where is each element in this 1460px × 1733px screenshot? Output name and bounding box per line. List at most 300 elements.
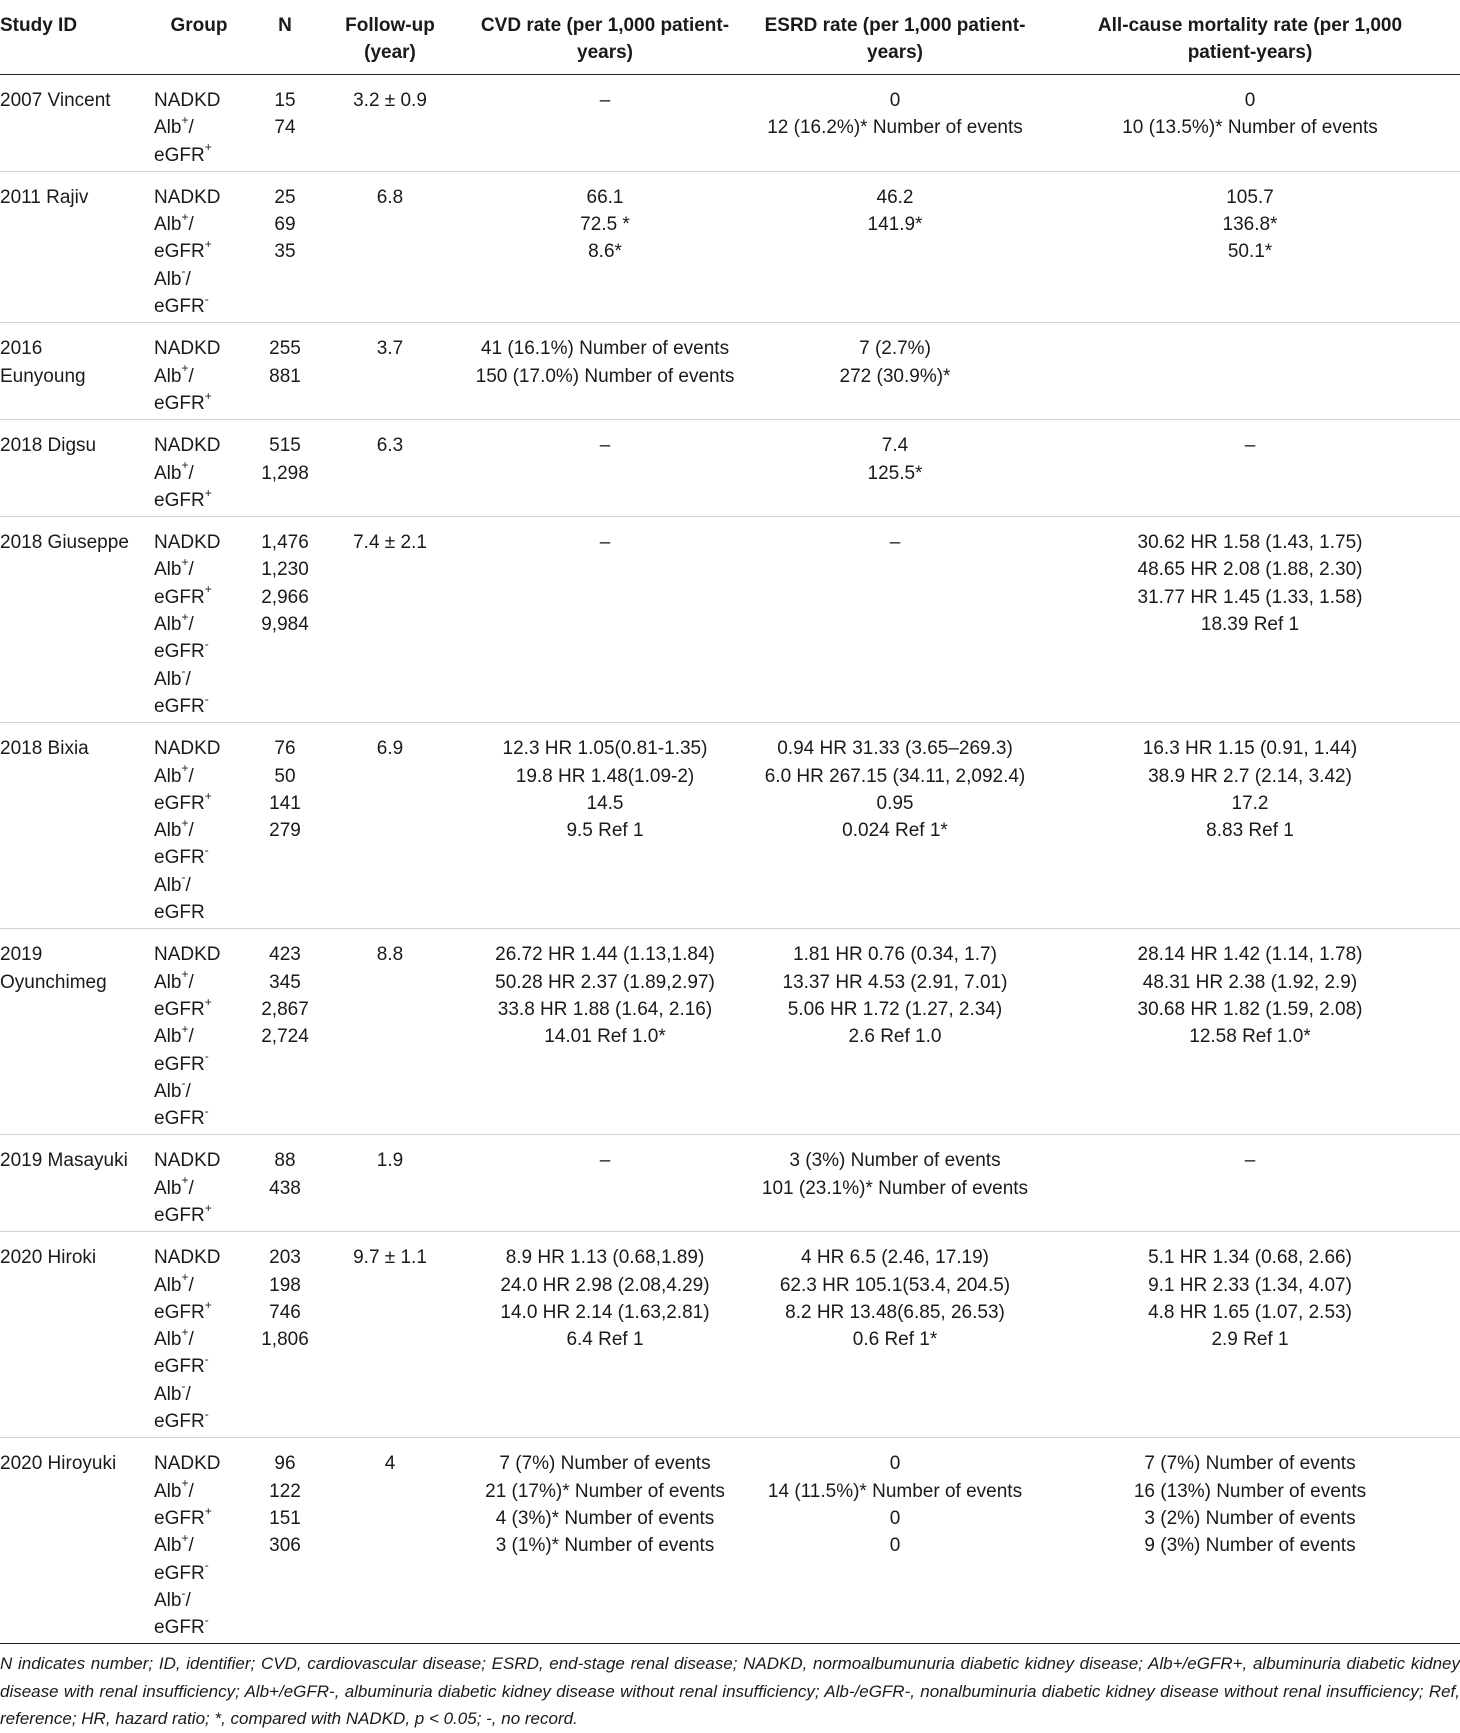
study-id-cell <box>0 517 148 723</box>
cell-line: 13.37 HR 4.53 (2.91, 7.01) <box>782 971 1008 993</box>
mortality-rate-cell <box>1040 323 1460 420</box>
group-cell <box>148 929 250 1135</box>
group-label <box>148 996 250 1023</box>
cell-line: 8.83 Ref 1 <box>1206 820 1294 842</box>
superscript-sign: - <box>181 870 186 885</box>
group-text: / <box>188 1535 194 1557</box>
group-text: / <box>188 1177 194 1199</box>
cell-line: 9.1 HR 2.33 (1.34, 4.07) <box>1148 1274 1352 1296</box>
group-label <box>148 1147 250 1174</box>
group-label <box>148 1051 250 1078</box>
cell-line: 4 (3%)* Number of events <box>495 1507 715 1529</box>
group-text: / <box>188 971 194 993</box>
group-text: Alb <box>154 1589 182 1611</box>
superscript-sign: - <box>204 843 209 858</box>
superscript-sign: - <box>204 1049 209 1064</box>
study-id-cell <box>0 1232 148 1438</box>
superscript-sign: - <box>181 664 186 679</box>
group-label <box>148 87 250 114</box>
group-label <box>148 844 250 871</box>
cell-line: 0 <box>889 1453 901 1475</box>
group-text: eGFR <box>154 1507 205 1529</box>
superscript-sign: + <box>181 1324 189 1339</box>
group-text: / <box>188 820 194 842</box>
header-study-id: Study ID <box>0 0 148 75</box>
superscript-sign: + <box>204 582 212 597</box>
cell-line: 2018 Bixia <box>0 738 89 760</box>
group-label <box>148 266 250 293</box>
cell-line: 33.8 HR 1.88 (1.64, 2.16) <box>497 998 713 1020</box>
cell-line: 125.5* <box>867 462 923 484</box>
table-row <box>0 171 1460 322</box>
cell-line: 4 HR 6.5 (2.46, 17.19) <box>801 1247 989 1269</box>
followup-cell <box>320 723 460 929</box>
cell-line: – <box>599 90 611 111</box>
cell-line: 8.8 <box>376 944 404 966</box>
superscript-sign: + <box>181 1173 189 1188</box>
cell-line: 2,966 <box>261 586 309 608</box>
group-label <box>148 1202 250 1229</box>
group-text: / <box>185 1589 191 1611</box>
cell-line: 50 <box>274 765 296 787</box>
cell-line: 7 (2.7%) <box>859 338 931 360</box>
cell-line: – <box>889 532 901 554</box>
group-text: eGFR <box>154 144 205 166</box>
cell-line: 62.3 HR 105.1(53.4, 204.5) <box>779 1274 1011 1296</box>
cell-line: 24.0 HR 2.98 (2.08,4.29) <box>500 1274 710 1296</box>
group-text: eGFR <box>154 296 205 318</box>
cell-line: 9.5 Ref 1 <box>566 820 644 842</box>
cell-line: 1.9 <box>376 1150 404 1172</box>
group-cell <box>148 1232 250 1438</box>
group-text: NADKD <box>154 1453 221 1475</box>
superscript-sign: - <box>204 1103 209 1118</box>
group-text: NADKD <box>154 186 221 208</box>
superscript-sign: - <box>204 291 209 306</box>
followup-cell <box>320 171 460 322</box>
group-text: / <box>185 668 191 690</box>
cell-line: 7 (7%) Number of events <box>499 1453 711 1475</box>
group-cell <box>148 75 250 172</box>
superscript-sign: + <box>204 1200 212 1215</box>
cell-line: 1,298 <box>261 462 309 484</box>
group-label <box>148 1505 250 1532</box>
group-text: NADKD <box>154 338 221 360</box>
group-label <box>148 1614 250 1641</box>
cell-line: 2019 Masayuki <box>0 1150 128 1172</box>
cell-line: 48.65 HR 2.08 (1.88, 2.30) <box>1137 559 1363 581</box>
cell-line: 19.8 HR 1.48(1.09-2) <box>515 765 695 787</box>
group-label <box>148 293 250 320</box>
group-label <box>148 335 250 362</box>
cell-line: 12.58 Ref 1.0* <box>1189 1026 1311 1048</box>
table-row <box>0 420 1460 517</box>
header-group: Group <box>148 0 250 75</box>
superscript-sign: + <box>181 209 189 224</box>
group-cell <box>148 323 250 420</box>
group-label <box>148 363 250 390</box>
cell-line: 881 <box>269 365 301 387</box>
superscript-sign: - <box>204 1352 209 1367</box>
group-cell <box>148 420 250 517</box>
cell-line: 14.5 <box>586 792 624 814</box>
group-text: Alb <box>154 462 182 484</box>
cell-line: 8.2 HR 13.48(6.85, 26.53) <box>785 1301 1005 1323</box>
cvd-rate-cell <box>460 323 750 420</box>
group-label <box>148 941 250 968</box>
group-label <box>148 1560 250 1587</box>
group-label <box>148 638 250 665</box>
cell-line: 3 (3%) Number of events <box>789 1150 1001 1172</box>
cell-line: 5.06 HR 1.72 (1.27, 2.34) <box>787 998 1003 1020</box>
n-cell <box>250 323 320 420</box>
group-text: NADKD <box>154 1150 221 1172</box>
group-text: / <box>188 214 194 236</box>
group-text: eGFR <box>154 847 205 869</box>
group-text: / <box>188 765 194 787</box>
group-label <box>148 1450 250 1477</box>
table-row <box>0 75 1460 172</box>
superscript-sign: + <box>181 555 189 570</box>
cell-line: 2018 Digsu <box>0 435 97 457</box>
cell-line: Oyunchimeg <box>0 971 107 993</box>
header-esrd-rate: ESRD rate (per 1,000 patient- years) <box>750 0 1040 75</box>
cell-line: 41 (16.1%) Number of events <box>480 338 730 360</box>
cell-line: 76 <box>274 738 296 760</box>
cell-line: 16.3 HR 1.15 (0.91, 1.44) <box>1142 738 1358 760</box>
group-text: Alb <box>154 820 182 842</box>
superscript-sign: + <box>181 609 189 624</box>
cvd-rate-cell <box>460 75 750 172</box>
table-row <box>0 1438 1460 1644</box>
cell-line: 10 (13.5%)* Number of events <box>1122 117 1378 139</box>
group-text: / <box>185 874 191 896</box>
group-text: Alb <box>154 1080 182 1102</box>
n-cell <box>250 1135 320 1232</box>
cell-line: 6.9 <box>376 738 404 760</box>
group-text: eGFR <box>154 241 205 263</box>
mortality-rate-cell <box>1040 75 1460 172</box>
mortality-rate-cell <box>1040 929 1460 1135</box>
group-text: eGFR <box>154 586 205 608</box>
superscript-sign: + <box>181 1021 189 1036</box>
cell-line: 17.2 <box>1231 792 1269 814</box>
cell-line: 141 <box>269 792 301 814</box>
cell-line: 50.28 HR 2.37 (1.89,2.97) <box>495 971 715 993</box>
superscript-sign: - <box>181 1585 186 1600</box>
superscript-sign: + <box>181 1530 189 1545</box>
group-label <box>148 1244 250 1271</box>
mortality-rate-cell <box>1040 420 1460 517</box>
followup-cell <box>320 75 460 172</box>
group-text: eGFR <box>154 998 205 1020</box>
group-label <box>148 763 250 790</box>
cell-line: 0 <box>889 90 901 111</box>
cell-line: 1,476 <box>261 532 309 554</box>
n-cell <box>250 1232 320 1438</box>
table-footnote: N indicates number; ID, identifier; CVD, cardiovascular disease; ESRD, end-stage renal disease; NADKD, normoalbumunuria diabetic kidney disease; Alb+/eGFR+, albuminuria diabetic kidney disease with renal insufficiency; Alb+/eGFR-, albuminuria diabetic kidney disease without renal insufficiency; Alb-/eGFR-, nonalbuminuria diabetic kidney disease without renal insufficiency; Ref, reference; HR, hazard ratio; *, compared with NADKD, p < 0.05; -, no record. <box>0 1654 1460 1729</box>
group-text: eGFR <box>154 392 205 414</box>
cell-line: 35 <box>274 241 296 263</box>
group-label <box>148 390 250 417</box>
table-row <box>0 517 1460 723</box>
superscript-sign: + <box>181 967 189 982</box>
superscript-sign: - <box>204 691 209 706</box>
superscript-sign: + <box>204 485 212 500</box>
cell-line: 6.8 <box>376 186 404 208</box>
study-id-cell <box>0 929 148 1135</box>
cell-line: 4 <box>384 1453 396 1475</box>
table-row <box>0 1135 1460 1232</box>
cell-line: 7.4 ± 2.1 <box>353 532 427 554</box>
cell-line: – <box>599 532 611 554</box>
cell-line: 6.3 <box>376 435 404 457</box>
group-text: / <box>188 365 194 387</box>
group-text: Alb <box>154 1026 182 1048</box>
cell-line: 21 (17%)* Number of events <box>485 1480 725 1502</box>
group-label <box>148 584 250 611</box>
cell-line: 8.9 HR 1.13 (0.68,1.89) <box>505 1247 705 1269</box>
header-cvd-rate: CVD rate (per 1,000 patient- years) <box>460 0 750 75</box>
mortality-rate-cell <box>1040 517 1460 723</box>
cell-line: – <box>1244 435 1256 457</box>
n-cell <box>250 929 320 1135</box>
group-text: / <box>185 1383 191 1405</box>
cell-line: 746 <box>269 1301 301 1323</box>
group-text: eGFR <box>154 641 205 663</box>
cell-line: 0 <box>889 1507 901 1529</box>
group-label <box>148 1299 250 1326</box>
superscript-sign: + <box>181 458 189 473</box>
cell-line: 7 (7%) Number of events <box>1144 1453 1356 1475</box>
group-text: NADKD <box>154 532 221 554</box>
group-label <box>148 1105 250 1132</box>
cell-line: 0 <box>889 1535 901 1557</box>
cell-line: 2,867 <box>261 998 309 1020</box>
superscript-sign: - <box>204 637 209 652</box>
cell-line: 1,230 <box>261 559 309 581</box>
cell-line: 25 <box>274 186 296 208</box>
group-label <box>148 1353 250 1380</box>
cell-line: 198 <box>269 1274 301 1296</box>
n-cell <box>250 420 320 517</box>
study-id-cell <box>0 1135 148 1232</box>
table-row <box>0 723 1460 929</box>
cell-line: 14.01 Ref 1.0* <box>544 1026 666 1048</box>
group-text: eGFR <box>154 1356 205 1378</box>
group-label <box>148 529 250 556</box>
group-label <box>148 1381 250 1408</box>
followup-cell <box>320 323 460 420</box>
cell-line: 74 <box>274 117 296 139</box>
superscript-sign: + <box>204 1297 212 1312</box>
table-row <box>0 323 1460 420</box>
group-text: NADKD <box>154 435 221 457</box>
n-cell <box>250 75 320 172</box>
cell-line: 28.14 HR 1.42 (1.14, 1.78) <box>1137 944 1363 966</box>
group-cell <box>148 517 250 723</box>
table-header <box>0 0 1460 75</box>
cell-line: 9 (3%) Number of events <box>1144 1535 1356 1557</box>
followup-cell <box>320 1438 460 1644</box>
cell-line: – <box>599 1150 611 1172</box>
superscript-sign: - <box>204 1558 209 1573</box>
group-text: eGFR <box>154 1053 205 1075</box>
superscript-sign: + <box>181 1476 189 1491</box>
group-label <box>148 1532 250 1559</box>
group-text: Alb <box>154 1383 182 1405</box>
group-text: / <box>188 1274 194 1296</box>
group-label <box>148 184 250 211</box>
superscript-sign: + <box>181 815 189 830</box>
group-label <box>148 872 250 899</box>
group-text: Alb <box>154 668 182 690</box>
group-text: eGFR <box>154 489 205 511</box>
cell-line: 7.4 <box>881 435 909 457</box>
esrd-rate-cell <box>750 723 1040 929</box>
group-label <box>148 487 250 514</box>
cell-line: 0 <box>1244 90 1256 111</box>
cell-line: 2.6 Ref 1.0 <box>848 1026 942 1048</box>
group-label <box>148 142 250 169</box>
group-text: eGFR <box>154 792 205 814</box>
group-text: Alb <box>154 268 182 290</box>
group-text: eGFR <box>154 1562 205 1584</box>
cell-line: 105.7 <box>1226 186 1274 208</box>
cvd-rate-cell <box>460 420 750 517</box>
esrd-rate-cell <box>750 517 1040 723</box>
group-text: Alb <box>154 1177 182 1199</box>
group-label <box>148 1408 250 1435</box>
group-label <box>148 1587 250 1614</box>
cell-line: 0.6 Ref 1* <box>852 1329 938 1351</box>
cell-line: 2018 Giuseppe <box>0 532 129 554</box>
group-label <box>148 1078 250 1105</box>
group-label <box>148 790 250 817</box>
table-row <box>0 1232 1460 1438</box>
cell-line: 2020 Hiroki <box>0 1247 97 1269</box>
cell-line: 12.3 HR 1.05(0.81-1.35) <box>502 738 708 760</box>
cell-line: 16 (13%) Number of events <box>1133 1480 1367 1502</box>
group-text: Alb <box>154 1480 182 1502</box>
group-text: / <box>185 1080 191 1102</box>
cell-line: 122 <box>269 1480 301 1502</box>
cell-line: 2019 <box>0 944 43 966</box>
esrd-rate-cell <box>750 1438 1040 1644</box>
superscript-sign: + <box>181 361 189 376</box>
esrd-rate-cell <box>750 75 1040 172</box>
group-text: Alb <box>154 214 182 236</box>
group-text: eGFR <box>154 1301 205 1323</box>
cell-line: 438 <box>269 1177 301 1199</box>
followup-cell <box>320 517 460 723</box>
superscript-sign: + <box>204 140 212 155</box>
cell-line: 0.024 Ref 1* <box>842 820 948 842</box>
cell-line: 8.6* <box>588 241 622 263</box>
group-text: NADKD <box>154 738 221 760</box>
group-text: eGFR <box>154 1411 205 1433</box>
group-label <box>148 1175 250 1202</box>
group-text: eGFR <box>154 1204 205 1226</box>
table-body <box>0 75 1460 1644</box>
group-label <box>148 693 250 720</box>
study-id-cell <box>0 323 148 420</box>
cell-line: 14 (11.5%)* Number of events <box>767 1480 1023 1502</box>
cell-line: 30.68 HR 1.82 (1.59, 2.08) <box>1137 998 1363 1020</box>
mortality-rate-cell <box>1040 171 1460 322</box>
group-text: / <box>188 462 194 484</box>
cell-line: 31.77 HR 1.45 (1.33, 1.58) <box>1137 586 1363 608</box>
group-label <box>148 817 250 844</box>
cell-line: 46.2 <box>876 186 914 208</box>
n-cell <box>250 517 320 723</box>
study-id-cell <box>0 75 148 172</box>
cell-line: 515 <box>269 435 301 457</box>
cvd-rate-cell <box>460 171 750 322</box>
cvd-rate-cell <box>460 1232 750 1438</box>
group-cell <box>148 1135 250 1232</box>
followup-cell <box>320 1135 460 1232</box>
cvd-rate-cell <box>460 1438 750 1644</box>
cell-line: 279 <box>269 820 301 842</box>
cell-line: Eunyoung <box>0 365 86 387</box>
cell-line: – <box>1244 1150 1256 1172</box>
cell-line: 30.62 HR 1.58 (1.43, 1.75) <box>1137 532 1363 554</box>
group-text: NADKD <box>154 90 221 111</box>
cell-line: 345 <box>269 971 301 993</box>
cell-line: 69 <box>274 214 296 236</box>
superscript-sign: + <box>181 1270 189 1285</box>
cell-line: 2,724 <box>261 1026 309 1048</box>
esrd-rate-cell <box>750 420 1040 517</box>
group-cell <box>148 1438 250 1644</box>
cell-line: 136.8* <box>1222 214 1278 236</box>
superscript-sign: + <box>204 788 212 803</box>
group-text: / <box>188 1026 194 1048</box>
cell-line: 150 (17.0%) Number of events <box>475 365 735 387</box>
group-text: Alb <box>154 614 182 636</box>
group-text: Alb <box>154 971 182 993</box>
cell-line: 1.81 HR 0.76 (0.34, 1.7) <box>793 944 997 966</box>
cell-line: 88 <box>274 1150 296 1172</box>
superscript-sign: + <box>181 761 189 776</box>
cell-line: 12 (16.2%)* Number of events <box>767 117 1023 139</box>
mortality-rate-cell <box>1040 723 1460 929</box>
cell-line: 48.31 HR 2.38 (1.92, 2.9) <box>1142 971 1358 993</box>
group-text: Alb <box>154 559 182 581</box>
header-followup: Follow-up (year) <box>320 0 460 75</box>
group-text: / <box>188 559 194 581</box>
group-label <box>148 432 250 459</box>
group-label <box>148 899 250 926</box>
cell-line: 2020 Hiroyuki <box>0 1453 117 1475</box>
group-label <box>148 238 250 265</box>
cell-line: 2007 Vincent <box>0 90 111 111</box>
superscript-sign: - <box>181 264 186 279</box>
cell-line: 151 <box>269 1507 301 1529</box>
cell-line: 9.7 ± 1.1 <box>353 1247 427 1269</box>
group-label <box>148 114 250 141</box>
cell-line: 96 <box>274 1453 296 1475</box>
group-text: Alb <box>154 1535 182 1557</box>
cell-line: 3 (2%) Number of events <box>1144 1507 1356 1529</box>
esrd-rate-cell <box>750 171 1040 322</box>
study-id-cell <box>0 1438 148 1644</box>
table-row <box>0 929 1460 1135</box>
group-text: / <box>188 1329 194 1351</box>
n-cell <box>250 1438 320 1644</box>
cell-line: 4.8 HR 1.65 (1.07, 2.53) <box>1148 1301 1352 1323</box>
